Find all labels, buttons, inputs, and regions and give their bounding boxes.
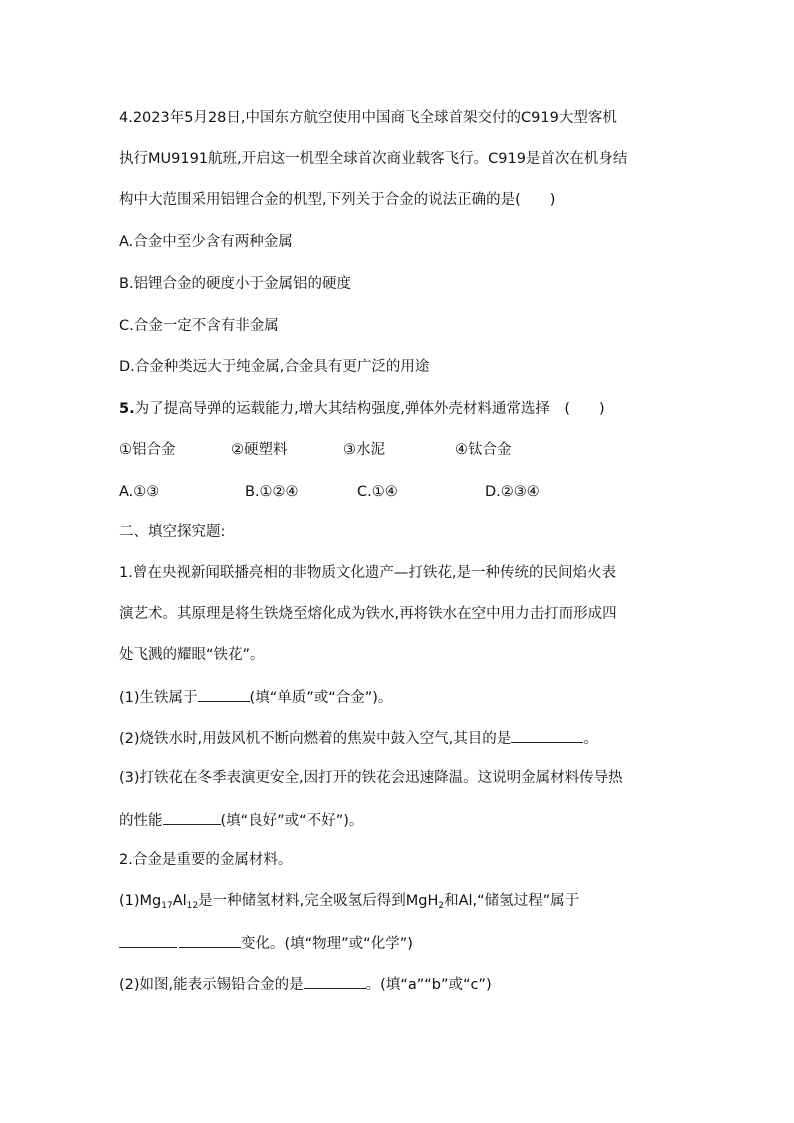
q5-option-c: C.①④ xyxy=(357,484,398,500)
s2-q1-line1: 1.曾在央视新闻联播亮相的非物质文化遗产—打铁花,是一种传统的民间焰火表 xyxy=(119,565,616,581)
q4-stem-line3: 构中大范围采用铝锂合金的机型,下列关于合金的说法正确的是( ) xyxy=(119,192,556,208)
s2-q1-p3-suffix: (填“良好”或“不好”)。 xyxy=(220,813,364,829)
s2-q1-part3-line1: (3)打铁花在冬季表演更安全,因打开的铁花会迅速降温。这说明金属材料传导热 xyxy=(119,770,623,786)
q5-item-4: ④钛合金 xyxy=(455,442,512,458)
s2-q2-formula-sub2: 2 xyxy=(438,901,445,911)
q5-item-2: ②硬塑料 xyxy=(231,442,288,458)
s2-q1-line2: 演艺术。其原理是将生铁烧至熔化成为铁水,再将铁水在空中用力击打而形成四 xyxy=(119,606,617,622)
q4-option-c: C.合金一定不含有非金属 xyxy=(119,318,279,334)
s2-q1-p3-blank[interactable] xyxy=(163,809,221,825)
s2-q1-p2-prefix: (2)烧铁水时,用鼓风机不断向燃着的焦炭中鼓入空气,其目的是 xyxy=(119,731,512,747)
s2-q1-p1-blank[interactable] xyxy=(198,686,250,702)
s2-q2-p1-suffix: 和Al,“储氢过程”属于 xyxy=(444,893,580,909)
q4-option-d: D.合金种类远大于纯金属,合金具有更广泛的用途 xyxy=(119,359,430,375)
s2-q2-part1-line1 xyxy=(119,891,579,911)
q4-option-a: A.合金中至少含有两种金属 xyxy=(119,234,293,250)
s2-q2-p2-suffix: 。(填“a”“b”或“c”) xyxy=(365,977,492,993)
q5-option-a: A.①③ xyxy=(119,484,160,500)
s2-q2-formula-mg: (1)Mg xyxy=(119,893,162,909)
q5-stem-text: 为了提高导弹的运载能力,增大其结构强度,弹体外壳材料通常选择 ( ) xyxy=(134,401,605,417)
s2-q2-formula-sub17: 17 xyxy=(161,901,173,911)
s2-q2-p1-blank-b[interactable] xyxy=(179,932,241,948)
s2-q1-part2 xyxy=(119,727,598,749)
s2-q2-p2-prefix: (2)如图,能表示锡铅合金的是 xyxy=(119,977,304,993)
q5-number: 5. xyxy=(119,401,135,417)
s2-q2-stem: 2.合金是重要的金属材料。 xyxy=(119,852,293,868)
s2-q2-p1-blank-a[interactable] xyxy=(119,932,177,948)
s2-q2-part2 xyxy=(119,973,492,995)
q5-stem xyxy=(119,399,605,419)
s2-q1-p3-prefix: 的性能 xyxy=(119,813,163,829)
s2-q1-p1-prefix: (1)生铁属于 xyxy=(119,690,198,706)
s2-q1-p1-suffix: (填“单质”或“合金”)。 xyxy=(249,690,393,706)
q5-items xyxy=(119,440,512,460)
q5-options xyxy=(119,482,540,502)
s2-q2-p1-mid: 是一种储氢材料,完全吸氢后得到MgH xyxy=(198,893,439,909)
s2-q2-p2-blank[interactable] xyxy=(304,973,366,989)
s2-q1-p2-suffix: 。 xyxy=(583,731,598,747)
q4-option-b: B.铝锂合金的硬度小于金属铝的硬度 xyxy=(119,276,352,292)
s2-q1-part1 xyxy=(119,686,392,708)
q5-item-1: ①铝合金 xyxy=(119,442,176,458)
s2-q2-formula-sub12: 12 xyxy=(186,901,199,911)
q4-stem-line2: 执行MU9191航班,开启这一机型全球首次商业载客飞行。C919是首次在机身结 xyxy=(119,151,628,167)
q5-option-d: D.②③④ xyxy=(485,484,540,500)
q5-item-3: ③水泥 xyxy=(343,442,385,458)
section2-heading: 二、填空探究题: xyxy=(119,524,226,540)
s2-q1-p2-blank[interactable] xyxy=(511,727,583,743)
q4-stem-line1: 4.2023年5月28日,中国东方航空使用中国商飞全球首架交付的C919大型客机 xyxy=(119,110,617,126)
s2-q2-formula-al: Al xyxy=(172,893,187,909)
q5-option-b: B.①②④ xyxy=(245,484,299,500)
s2-q2-p1-line2-suffix: 变化。(填“物理”或“化学”) xyxy=(241,936,413,952)
s2-q2-part1-line2 xyxy=(119,932,413,954)
s2-q1-part3-line2 xyxy=(119,809,363,831)
s2-q1-line3: 处飞溅的耀眼“铁花”。 xyxy=(119,647,265,663)
